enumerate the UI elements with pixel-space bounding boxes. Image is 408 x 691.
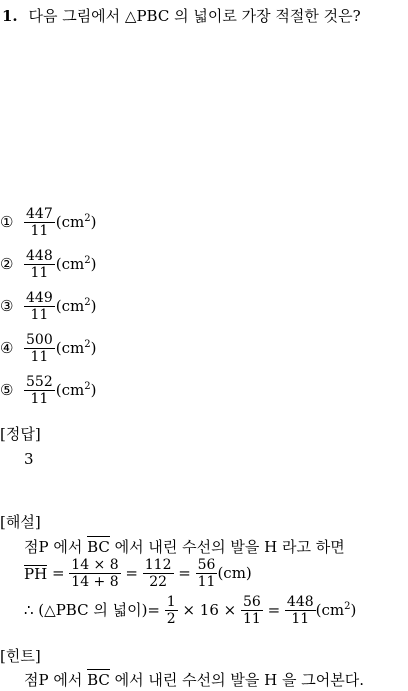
- explanation-line1: [24, 540, 345, 555]
- fraction: [24, 375, 55, 406]
- choice-item[interactable]: [0, 249, 96, 280]
- fraction-denominator: 11: [291, 611, 310, 627]
- hint-text: 점P 에서: [24, 671, 88, 689]
- choice-mark: ⑤: [0, 381, 14, 399]
- fraction-numerator: 449: [26, 290, 53, 306]
- fraction: [69, 558, 120, 589]
- unit-text: $(cm^2)$: [55, 381, 97, 399]
- fraction: [24, 333, 55, 364]
- fraction-denominator: 11: [30, 391, 49, 407]
- segment-ph: PH: [24, 565, 48, 583]
- choice-item[interactable]: [0, 333, 96, 364]
- fraction-denominator: 14 + 8: [71, 574, 119, 590]
- fraction-numerator: 56: [197, 557, 216, 573]
- choice-mark: ②: [0, 255, 14, 273]
- fraction-denominator: 11: [242, 611, 261, 627]
- choice-item[interactable]: [0, 207, 96, 238]
- fraction-denominator: 22: [149, 574, 168, 590]
- unit-text: $(cm^2)$: [315, 601, 357, 619]
- fraction: [196, 558, 218, 589]
- fraction: [24, 207, 55, 238]
- unit-text: $(cm^2)$: [55, 297, 97, 315]
- fraction: [143, 558, 174, 589]
- fraction-denominator: 11: [197, 574, 216, 590]
- fraction-numerator: 500: [26, 332, 53, 348]
- choice-item[interactable]: [0, 375, 96, 406]
- answer-label: [정답]: [0, 425, 41, 443]
- segment-bc: BC: [87, 538, 110, 556]
- segment-bc: BC: [87, 671, 110, 689]
- equals-sign: =: [47, 564, 70, 582]
- answer-value: 3: [24, 450, 34, 468]
- fraction-numerator: 448: [26, 248, 53, 264]
- unit-text: $(cm^2)$: [55, 339, 97, 357]
- unit-text: $(cm^2)$: [55, 255, 97, 273]
- choice-item[interactable]: [0, 291, 96, 322]
- unit-text: $(cm^2)$: [55, 213, 97, 231]
- hint-label: [힌트]: [0, 647, 41, 665]
- fraction-numerator: 448: [286, 594, 314, 610]
- fraction-numerator: 56: [242, 594, 261, 610]
- fraction-denominator: 11: [30, 223, 49, 239]
- fraction: [285, 595, 316, 626]
- fraction-denominator: 2: [166, 611, 176, 627]
- fraction-denominator: 11: [30, 307, 49, 323]
- fraction-numerator: 1: [166, 594, 176, 610]
- choice-mark: ④: [0, 339, 14, 357]
- figure-area: [0, 40, 408, 200]
- choice-mark: ③: [0, 297, 14, 315]
- equals-sign: =: [173, 564, 196, 582]
- explanation-text: 에서 내린 수선의 발을 H 라고 하면: [109, 538, 345, 556]
- equals-sign: =: [262, 601, 285, 619]
- fraction-denominator: 11: [30, 349, 49, 365]
- explanation-text: 점P 에서: [24, 538, 88, 556]
- explanation-text: ∴ (△PBC 의 넓이)=: [24, 601, 165, 619]
- equals-sign: =: [120, 564, 143, 582]
- fraction-numerator: 14 × 8: [71, 557, 119, 573]
- question-text: 다음 그림에서 △PBC 의 넓이로 가장 적절한 것은?: [28, 7, 361, 25]
- explanation-line2: [24, 558, 252, 589]
- fraction: [24, 249, 55, 280]
- fraction: [24, 291, 55, 322]
- fraction-denominator: 11: [30, 265, 49, 281]
- explanation-line3: [24, 595, 356, 626]
- question-line: [2, 9, 361, 24]
- choice-mark: ①: [0, 213, 14, 231]
- fraction-numerator: 552: [26, 374, 53, 390]
- explanation-label: [해설]: [0, 513, 41, 531]
- unit-text: (cm): [217, 564, 252, 582]
- hint-line: [24, 673, 364, 688]
- question-number: 1.: [2, 7, 18, 25]
- hint-text: 에서 내린 수선의 발을 H 을 그어본다.: [109, 671, 364, 689]
- fraction: [165, 595, 178, 626]
- fraction: [241, 595, 263, 626]
- fraction-numerator: 112: [144, 557, 172, 573]
- explanation-text: × 16 ×: [177, 601, 241, 619]
- fraction-numerator: 447: [26, 206, 53, 222]
